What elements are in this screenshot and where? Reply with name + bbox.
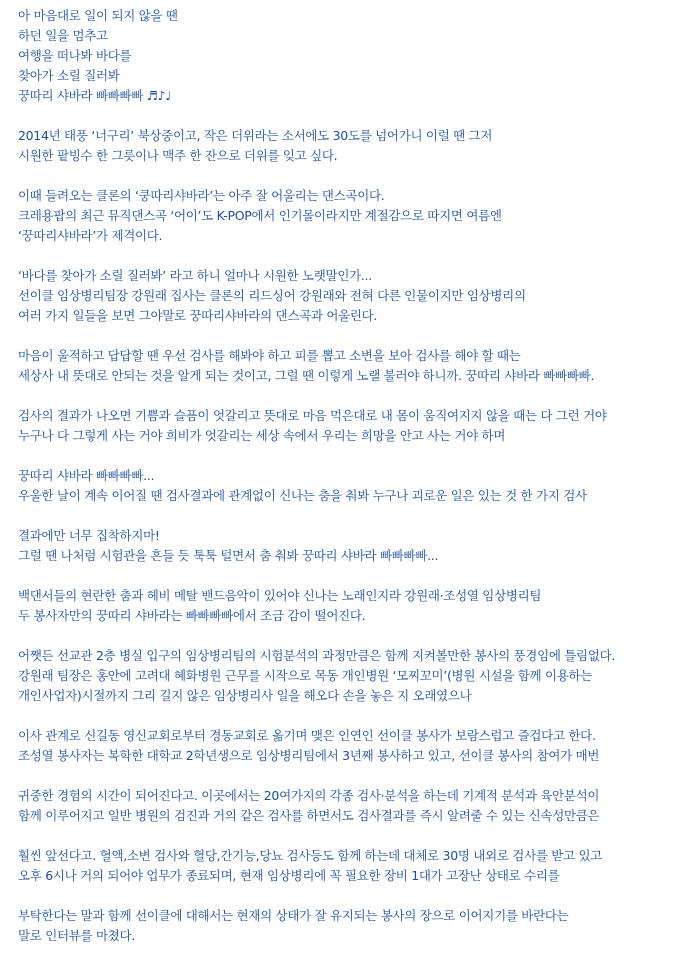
article-line: 시원한 팥빙수 한 그릇이나 맥주 한 잔으로 더위를 잊고 싶다. <box>18 148 338 163</box>
article-line: 오후 6시나 거의 되어야 업무가 종료되며, 현재 임상병리에 꼭 필요한 장비 1대가 고장난 상태로 수리를 <box>18 868 560 883</box>
article-line: 2014년 태풍 ‘너구리’ 북상중이고, 작은 더위라는 소서에도 30도를 넘어가니 이럴 땐 그저 <box>18 128 493 143</box>
article-body <box>18 6 690 946</box>
article-line: 이사 관계로 신길동 영신교회로부터 경동교회로 옮기며 맺은 인연인 선이클 봉사가 보람스럽고 즐겁다고 한다. <box>18 728 596 743</box>
article-line: 우울한 날이 계속 이어질 땐 검사결과에 관계없이 신나는 춤을 춰봐 누구나 괴로운 일은 있는 것 한 가지 검사 <box>18 488 587 503</box>
article-line: 백댄서들의 현란한 춤과 헤비 메탈 밴드음악이 있어야 신나는 노래인지라 강원래·조성열 임상병리팀 <box>18 588 542 603</box>
article-line: 어쨋든 선교관 2층 병실 입구의 임상병리팀의 시험분석의 과정만큼은 함께 지켜볼만한 봉사의 풍경임에 틀림없다. <box>18 648 616 663</box>
article-line: 찾아가 소릴 질러봐 <box>18 68 120 83</box>
paragraph-gap <box>18 386 690 406</box>
article-line: 검사의 결과가 나오면 기쁨과 슬픔이 엇갈리고 뜻대로 마음 먹은대로 내 몸이 움직여지지 않을 때는 다 그런 거야 <box>18 408 607 423</box>
article-line: 꿍따리 샤바라 빠빠빠빠 ♬♪♩ <box>18 88 171 103</box>
paragraph-gap <box>18 886 690 906</box>
article-line: 꿍따리 샤바라 빠빠빠빠... <box>18 468 155 483</box>
article-line: 하던 일을 멈추고 <box>18 28 108 43</box>
paragraph-gap <box>18 826 690 846</box>
paragraph-gap <box>18 326 690 346</box>
article-line: 함께 이루어지고 일반 병원의 검진과 거의 같은 검사를 하면서도 검사결과를 즉시 알려줄 수 있는 신속성만큼은 <box>18 808 600 823</box>
article-line: 말로 인터뷰를 마쳤다. <box>18 928 135 943</box>
paragraph-gap <box>18 766 690 786</box>
article-line: 선이클 임상병리팀장 강원래 집사는 클론의 리드싱어 강원래와 전혀 다른 인물이지만 임상병리의 <box>18 288 526 303</box>
article-line: 그럴 땐 나처럼 시험관을 흔들 듯 툭툭 털면서 춤 춰봐 꿍따리 샤바라 빠빠빠빠... <box>18 548 439 563</box>
paragraph-gap <box>18 626 690 646</box>
paragraph-gap <box>18 246 690 266</box>
article-line: 부탁한다는 말과 함께 선이클에 대해서는 현재의 상태가 잘 유지되는 봉사의 장으로 이어지기를 바란다는 <box>18 908 569 923</box>
paragraph-gap <box>18 446 690 466</box>
paragraph-gap <box>18 566 690 586</box>
paragraph-gap <box>18 106 690 126</box>
article-line: 여행을 떠나봐 바다를 <box>18 48 132 63</box>
article-line: 크레용팝의 최근 뮤직댄스곡 ‘어이’도 K-POP에서 인기몰이라지만 계절감으로 따지면 여름엔 <box>18 208 502 223</box>
article-line: 이때 들려오는 클론의 ‘쿵따리샤바라’는 아주 잘 어울리는 댄스곡이다. <box>18 188 385 203</box>
article-line: 결과에만 너무 집착하지마! <box>18 528 160 543</box>
article-line: 강원래 팀장은 홍안에 고려대 혜화병원 근무를 시작으로 목동 개인병원 ‘모찌꼬미’(병원 시설을 함께 이용하는 <box>18 668 593 683</box>
article-line: 아 마음대로 일이 되지 않을 땐 <box>18 8 178 23</box>
article-line: 세상사 내 뜻대로 안되는 것을 알게 되는 것이고, 그럴 땐 이렇게 노랠 불러야 하니까. 꿍따리 샤바라 빠빠빠빠. <box>18 368 595 383</box>
article-line: 귀중한 경험의 시간이 되어진다고. 이곳에서는 20여가지의 각종 검사·분석을 하는데 기계적 분석과 육안분석이 <box>18 788 600 803</box>
paragraph-gap <box>18 506 690 526</box>
article-line: 훨씬 앞선다고. 혈액,소변 검사와 혈당,간기능,당뇨 검사등도 함께 하는데 대체로 30명 내외로 검사를 받고 있고 <box>18 848 603 863</box>
article-line: 누구나 다 그렇게 사는 거야 희비가 엇갈리는 세상 속에서 우리는 희망을 안고 사는 거야 하며 <box>18 428 506 443</box>
article-line: 두 봉사자만의 꿍따리 샤바라는 빠빠빠빠에서 조금 감이 떨어진다. <box>18 608 366 623</box>
article-line: ‘바다를 찾아가 소릴 질러봐’ 라고 하니 얼마나 시원한 노랫말인가... <box>18 268 372 283</box>
paragraph-gap <box>18 166 690 186</box>
article-line: ‘꿍따리샤바라’가 제격이다. <box>18 228 163 243</box>
article-line: 개인사업자)시절까지 그리 길지 않은 임상병리사 일을 해오다 손을 놓은 지 오래였으나 <box>18 688 472 703</box>
article-line: 마음이 울적하고 답답할 땐 우선 검사를 해봐야 하고 피를 뽑고 소변을 보아 검사를 해야 할 때는 <box>18 348 521 363</box>
paragraph-gap <box>18 706 690 726</box>
article-line: 조성열 봉사자는 복학한 대학교 2학년생으로 임상병리팀에서 3년째 봉사하고 있고, 선이클 봉사의 참여가 매번 <box>18 748 600 763</box>
article-line: 여러 가지 일들을 보면 그야말로 꿍따리샤바라의 댄스곡과 어울린다. <box>18 308 378 323</box>
